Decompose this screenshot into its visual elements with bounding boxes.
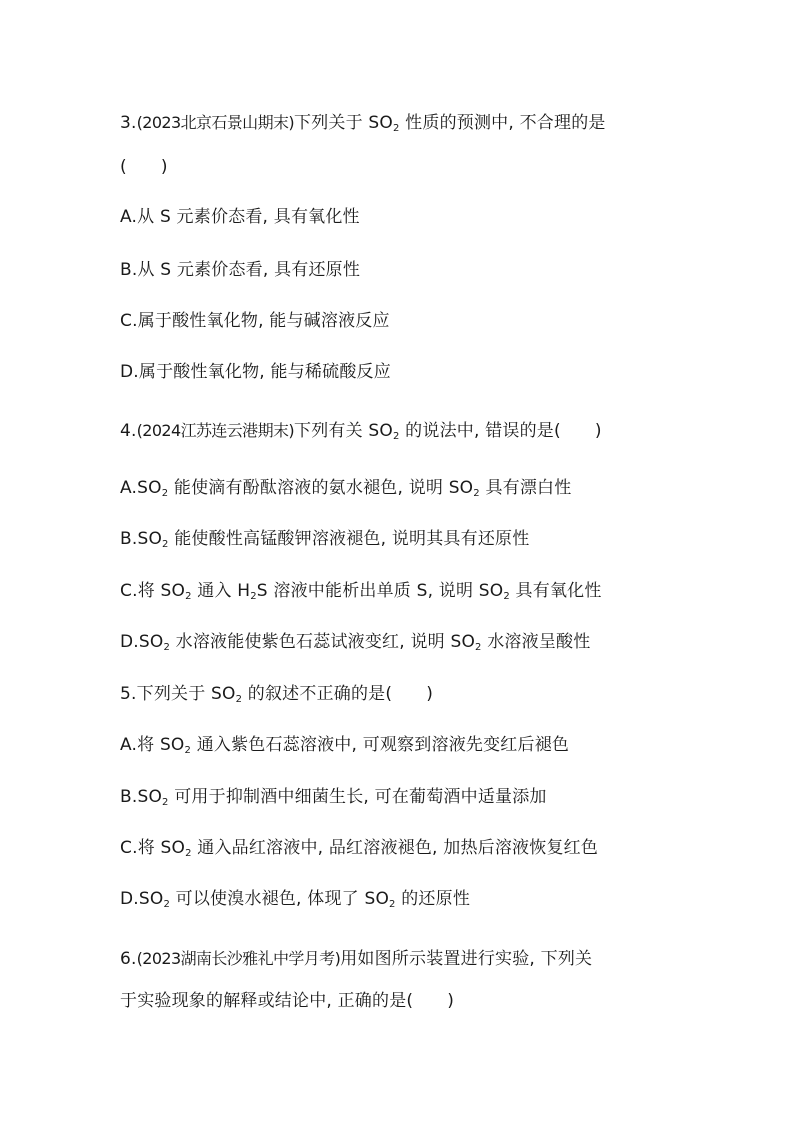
q6-stem-continued: 于实验现象的解释或结论中, 正确的是( ): [120, 991, 455, 1011]
q4-number: 4.: [120, 421, 137, 441]
q4-stem: 4.(2024江苏连云港期末)下列有关 $SO_2$ 的说法中, 错误的是( ): [120, 421, 602, 442]
q5-option-d: $D.SO_2$ 可以使溴水褪色, 体现了 $SO_2$ 的还原性: [120, 889, 471, 910]
q3-option-a: A.从 S 元素价态看, 具有氧化性: [120, 207, 360, 227]
q5-option-c: C.将 $SO_2$ 通入品红溶液中, 品红溶液褪色, 加热后溶液恢复红色: [120, 838, 599, 859]
q6-number: 6.: [120, 949, 137, 969]
q4-source: (2024江苏连云港期末): [136, 421, 295, 440]
q6-stem: 6.(2023湖南长沙雅礼中学月考)用如图所示装置进行实验, 下列关: [120, 949, 593, 969]
q5-option-a: A.将 $SO_2$ 通入紫色石蕊溶液中, 可观察到溶液先变红后褪色: [120, 735, 570, 756]
q5-number: 5.: [120, 684, 137, 704]
q5-stem: 5.下列关于 $SO_2$ 的叙述不正确的是( ): [120, 684, 434, 705]
q3-option-d: D.属于酸性氧化物, 能与稀硫酸反应: [120, 362, 391, 382]
q3-answer-blank: ( ): [120, 157, 168, 177]
q4-option-a: $A.SO_2$ 能使滴有酚酞溶液的氨水褪色, 说明 $SO_2$ 具有漂白性: [120, 478, 572, 499]
q4-option-d: $D.SO_2$ 水溶液能使紫色石蕊试液变红, 说明 $SO_2$ 水溶液呈酸性: [120, 632, 591, 653]
q3-number: 3.: [120, 113, 137, 133]
q5-option-b: $B.SO_2$ 可用于抑制酒中细菌生长, 可在葡萄酒中适量添加: [120, 787, 547, 808]
q3-option-b: B.从 S 元素价态看, 具有还原性: [120, 260, 361, 280]
q4-option-c: C.将 $SO_2$ 通入 $H_2S$ 溶液中能析出单质 S, 说明 $SO_2$ 具有氧化性: [120, 581, 602, 602]
q4-option-b: $B.SO_2$ 能使酸性高锰酸钾溶液褪色, 说明其具有还原性: [120, 529, 530, 550]
q6-source: (2023湖南长沙雅礼中学月考): [136, 949, 341, 968]
q3-stem: 3.(2023北京石景山期末)下列关于 $SO_2$ 性质的预测中, 不合理的是: [120, 113, 606, 134]
q3-option-c: C.属于酸性氧化物, 能与碱溶液反应: [120, 311, 390, 331]
q3-source: (2023北京石景山期末): [136, 113, 295, 132]
